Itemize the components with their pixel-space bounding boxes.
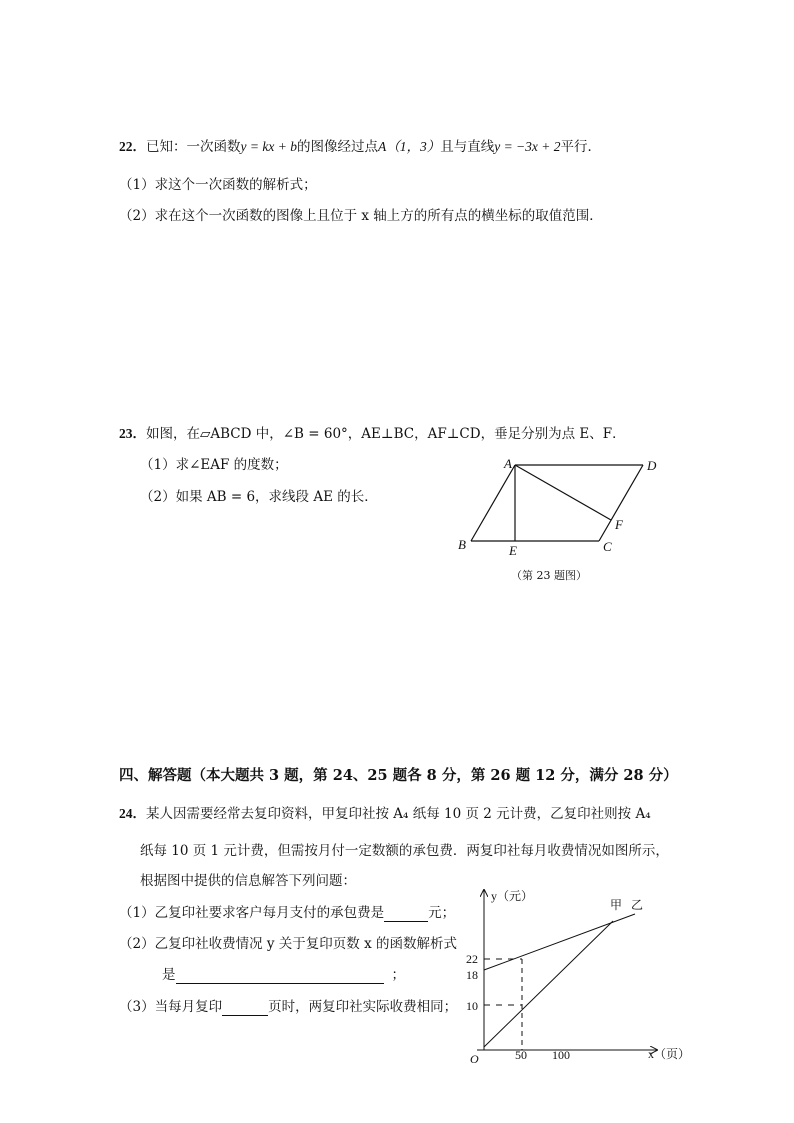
ytick-18: 18 [466,968,478,982]
origin-label: O [470,1052,479,1066]
q24-part2: （2）乙复印社收费情况 y 关于复印页数 x 的函数解析式 [119,936,457,952]
line-yi-label: 乙 [631,898,644,912]
q24-part3-text-b: 页时，两复印社实际收费相同； [268,999,458,1015]
q24-line1 [119,805,651,823]
line-yi [484,914,635,970]
label-D: D [647,458,657,473]
section4-note: （本大题共 3 题，第 24、25 题各 8 分，第 26 题 12 分，满分 28 分） [191,767,678,784]
xtick-100: 100 [552,1048,570,1062]
q23-part1: （1）求∠EAF 的度数； [140,457,288,473]
q24-line3: 根据图中提供的信息解答下列问题： [140,873,356,889]
q24-part1-unit: 元； [428,905,456,921]
q24-part2-end: ； [391,967,405,983]
q24-part3-text-a: （3）当每月复印 [119,999,223,1015]
x-axis-label: x（页） [648,1047,691,1061]
label-B: B [458,537,466,552]
q22-point: A（1，3） [377,139,441,154]
q22-number: 22． [119,139,146,154]
y-axis-label: y（元） [491,889,534,903]
q24-part2-answer-line [162,966,405,984]
line-jia [484,921,613,1047]
q24-fee-graph [455,880,705,1070]
q22-text-c: 且与直线 [440,139,495,155]
q23-number: 23． [119,426,146,441]
q22-stem [119,138,601,156]
q24-line2: 纸每 10 页 1 元计费，但需按月付一定数额的承包费．两复印社每月收费情况如图所示， [140,843,669,859]
label-F: F [615,517,623,532]
q24-line1-text: 某人因需要经常去复印资料，甲复印社按 A₄ 纸每 10 页 2 元计费，乙复印社则按 A₄ [146,806,651,822]
q22-formula2: y = −3x + 2 [494,139,561,154]
line-jia-label: 甲 [610,898,623,912]
q23-part2: （2）如果 AB = 6，求线段 AE 的长． [140,489,378,505]
q24-part3-answer-blank[interactable] [222,1001,268,1016]
q23-stem [119,425,626,443]
xtick-50: 50 [515,1048,527,1062]
q24-number: 24． [119,806,146,821]
q24-part3 [119,998,457,1016]
q22-text-b: 的图像经过点 [296,139,378,155]
q22-formula1: y = kx + b [240,139,297,154]
segment-AF [515,465,611,520]
section4-heading [119,767,678,785]
q24-part1-text: （1）乙复印社要求客户每月支付的承包费是 [119,905,385,921]
q22-text-a: 已知：一次函数 [146,139,241,155]
section4-title: 四、解答题 [119,767,192,784]
q22-text-d: 平行． [560,139,602,155]
q23-parallelogram-figure [450,452,680,587]
label-E: E [509,543,517,558]
q24-part1 [119,904,455,922]
ytick-22: 22 [466,952,478,966]
label-C: C [603,539,612,554]
q23-stem-text: 如图，在▱ABCD 中，∠B = 60°，AE⊥BC，AF⊥CD，垂足分别为点 E、F． [146,426,626,442]
q24-part2-is: 是 [162,967,176,983]
ytick-10: 10 [466,999,478,1013]
q24-part2-answer-blank[interactable] [176,969,384,984]
q23-figure-caption: （第 23 题图） [511,569,587,582]
side-AB [471,465,515,541]
q22-part1: （1）求这个一次函数的解析式； [119,177,317,193]
q22-part2: （2）求在这个一次函数的图像上且位于 x 轴上方的所有点的横坐标的取值范围． [119,208,603,224]
q24-part1-answer-blank[interactable] [384,907,428,922]
label-A: A [504,456,512,471]
